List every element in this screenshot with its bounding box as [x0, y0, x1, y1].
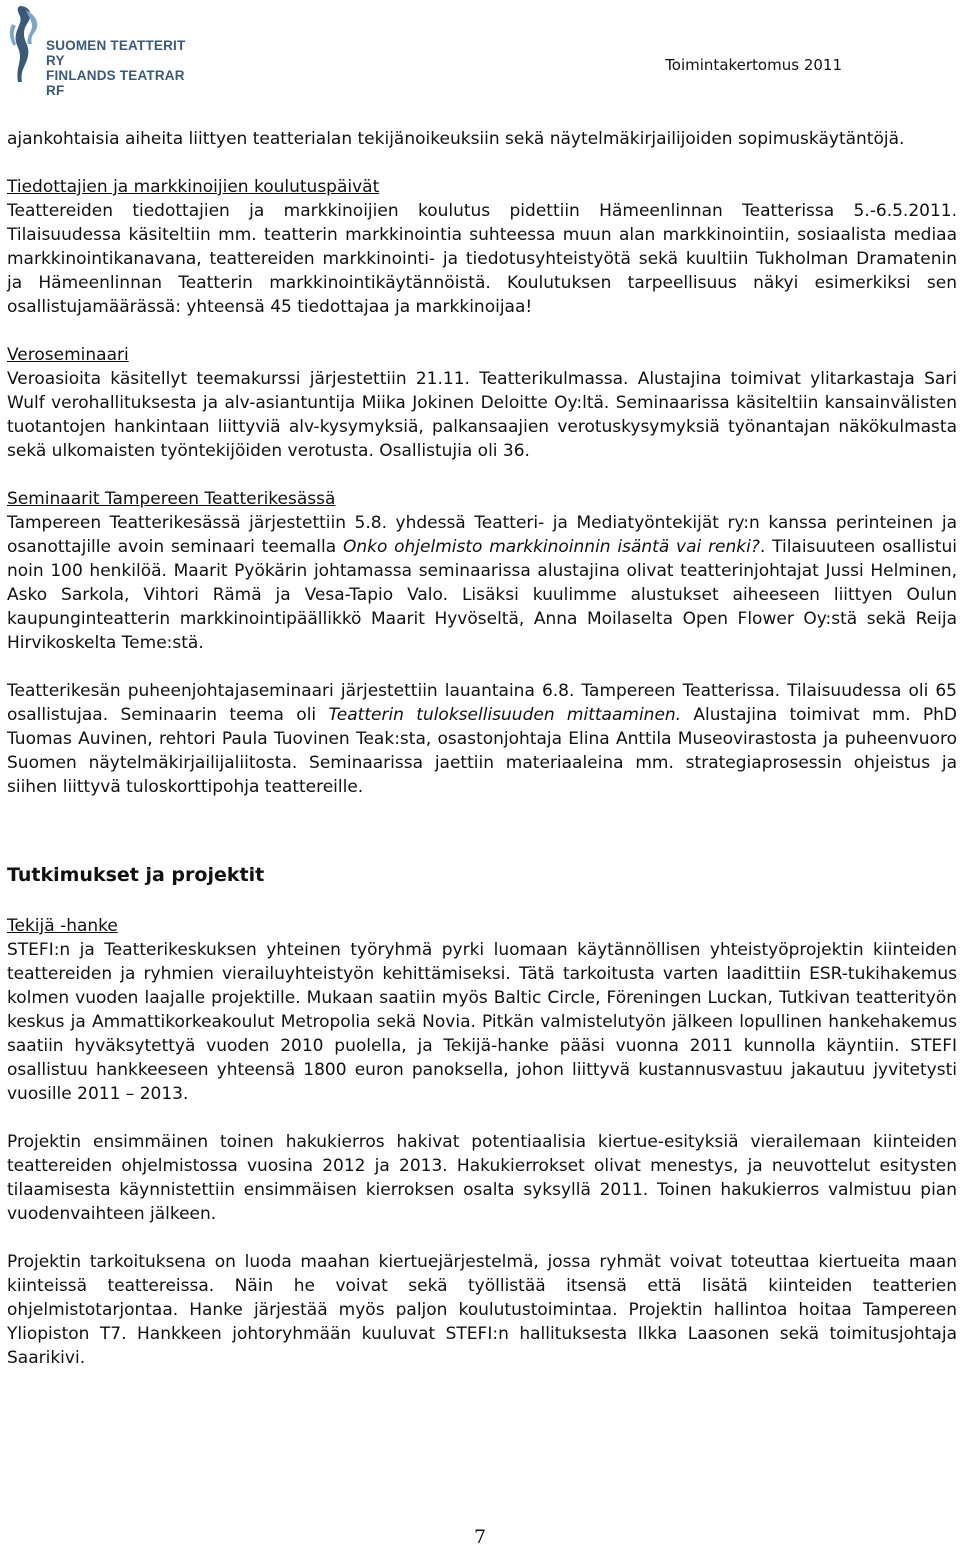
- dancer-figure-icon: [6, 4, 48, 84]
- page-body: [7, 127, 957, 1370]
- section-heading-veroseminaari: Veroseminaari: [7, 345, 129, 365]
- veroseminaari-paragraph: Veroasioita käsitellyt teemakurssi järjestettiin 21.11. Teatterikulmassa. Alustajina toimivat ylitarkastaja Sari Wulf verohallituksesta ja alv-asiantuntija Miika Jokinen Deloitte Oy:ltä. Seminaarissa käsiteltiin kansainvälisten tuotantojen hankintaan liittyviä alv-kysymyksiä, palkansaajien verotuskysymyksiä työnantajan näkökulmasta sekä ulkomaisten työntekijöiden verotusta. Osallistujia oli 36.: [7, 369, 957, 461]
- logo: SUOMEN TEATTERIT RY FINLANDS TEATRAR RF: [6, 4, 206, 84]
- section-heading-tampere: Seminaarit Tampereen Teatterikesässä: [7, 489, 336, 509]
- chapter-heading-tutkimukset: Tutkimukset ja projektit: [7, 864, 265, 886]
- tiedottajat-paragraph: Teattereiden tiedottajien ja markkinoijien koulutus pidettiin Hämeenlinnan Teatterissa 5.-6.5.2011. Tilaisuudessa käsiteltiin mm. teatterin markkinointia suhteessa muun alan markkinointiin, sosiaalista mediaa markkinointikanavana, teattereiden markkinointi- ja tiedotusyhteistyötä sekä kuultiin Tukholman Dramatenin ja Hämeenlinnan Teatterin markkinointikäytännöistä. Koulutuksen tarpeellisuus näkyi esimerkiksi sen osallistujamäärässä: yhteensä 45 tiedottajaa ja markkinoijaa!: [7, 201, 957, 317]
- tampere-paragraph-1: Tampereen Teatterikesässä järjestettiin 5.8. yhdessä Teatteri- ja Mediatyöntekijät ry:n kanssa perinteinen ja osanottajille avoin seminaari teemalla Onko ohjelmisto markkinoinnin isäntä vai renki?. Tilaisuuteen osallistui noin 100 henkilöä. Maarit Pyökärin johtamassa seminaarissa alustajina olivat teatterinjohtajat Jussi Helminen, Asko Sarkola, Vihtori Rämä ja Vesa-Tapio Valo. Lisäksi kuulimme alustukset aiheeseen liittyen Oulun kaupunginteatterin markkinointipäällikkö Maarit Hyvöseltä, Anna Moilaselta Open Flower Oy:stä sekä Reija Hirvikoskelta Teme:stä.: [7, 513, 957, 653]
- section-heading-tiedottajat: Tiedottajien ja markkinoijien koulutuspäivät: [7, 177, 380, 197]
- page-header: [0, 0, 960, 100]
- tekija-paragraph-2: Projektin ensimmäinen toinen hakukierros hakivat potentiaalisia kiertue-esityksiä vierailemaan kiinteiden teattereiden ohjelmistossa vuosina 2012 ja 2013. Hakukierrokset olivat menestys, ja neuvottelut esitysten tilaamisesta käynnistettiin ensimmäisen kierroksen osalta syksyllä 2011. Toinen hakukierros valmistuu pian vuodenvaihteen jälkeen.: [7, 1132, 957, 1224]
- page-number: 7: [473, 1526, 487, 1548]
- report-title: Toimintakertomus 2011: [665, 56, 842, 74]
- tampere-paragraph-2: Teatterikesän puheenjohtajaseminaari järjestettiin lauantaina 6.8. Tampereen Teatterissa. Tilaisuudessa oli 65 osallistujaa. Seminaarin teema oli Teatterin tuloksellisuuden mittaaminen. Alustajina toimivat mm. PhD Tuomas Auvinen, rehtori Paula Tuovinen Teak:sta, osastonjohtaja Elina Anttila Museovirastosta ja puheenvuoro Suomen näytelmäkirjailijaliitosta. Seminaarissa jaettiin materiaaleina mm. strategiaprosessin ohjeistus ja siihen liittyvä tuloskorttipohja teattereille.: [7, 681, 958, 797]
- tekija-paragraph-1: STEFI:n ja Teatterikeskuksen yhteinen työryhmä pyrki luomaan käytännöllisen yhteistyöprojektin kiinteiden teattereiden ja ryhmien vierailuyhteistyön kehittämiseksi. Tätä tarkoitusta varten laadittiin ESR-tukihakemus kolmen vuoden laajalle projektille. Mukaan saatiin myös Baltic Circle, Föreningen Luckan, Tutkivan teatterityön keskus ja Ammattikorkeakoulut Metropolia sekä Novia. Pitkän valmistelutyön jälkeen lopullinen hankehakemus saatiin hyväksytettyä vuoden 2010 puolella, ja Tekijä-hanke pääsi vuonna 2011 kunnolla käyntiin. STEFI osallistuu hankkeeseen yhteensä 1800 euron panoksella, johon liittyvä kustannusvastuu jakautuu jyvitetysti vuosille 2011 – 2013.: [7, 940, 957, 1104]
- intro-paragraph: ajankohtaisia aiheita liittyen teatterialan tekijänoikeuksiin sekä näytelmäkirjailijoiden sopimuskäytäntöjä.: [7, 129, 905, 149]
- tekija-paragraph-3: Projektin tarkoituksena on luoda maahan kiertuejärjestelmä, jossa ryhmät voivat toteuttaa kiertueita maan kiinteissä teattereissa. Näin he voivat sekä työllistää itsensä että lisätä kiinteiden teatterien ohjelmistotarjontaa. Hanke järjestää myös paljon koulutustoimintaa. Projektin hallintoa hoitaa Tampereen Yliopiston T7. Hankkeen johtoryhmään kuuluvat STEFI:n hallituksesta Ilkka Laasonen sekä toimitusjohtaja Saarikivi.: [7, 1252, 957, 1368]
- section-heading-tekija: Tekijä -hanke: [7, 916, 118, 936]
